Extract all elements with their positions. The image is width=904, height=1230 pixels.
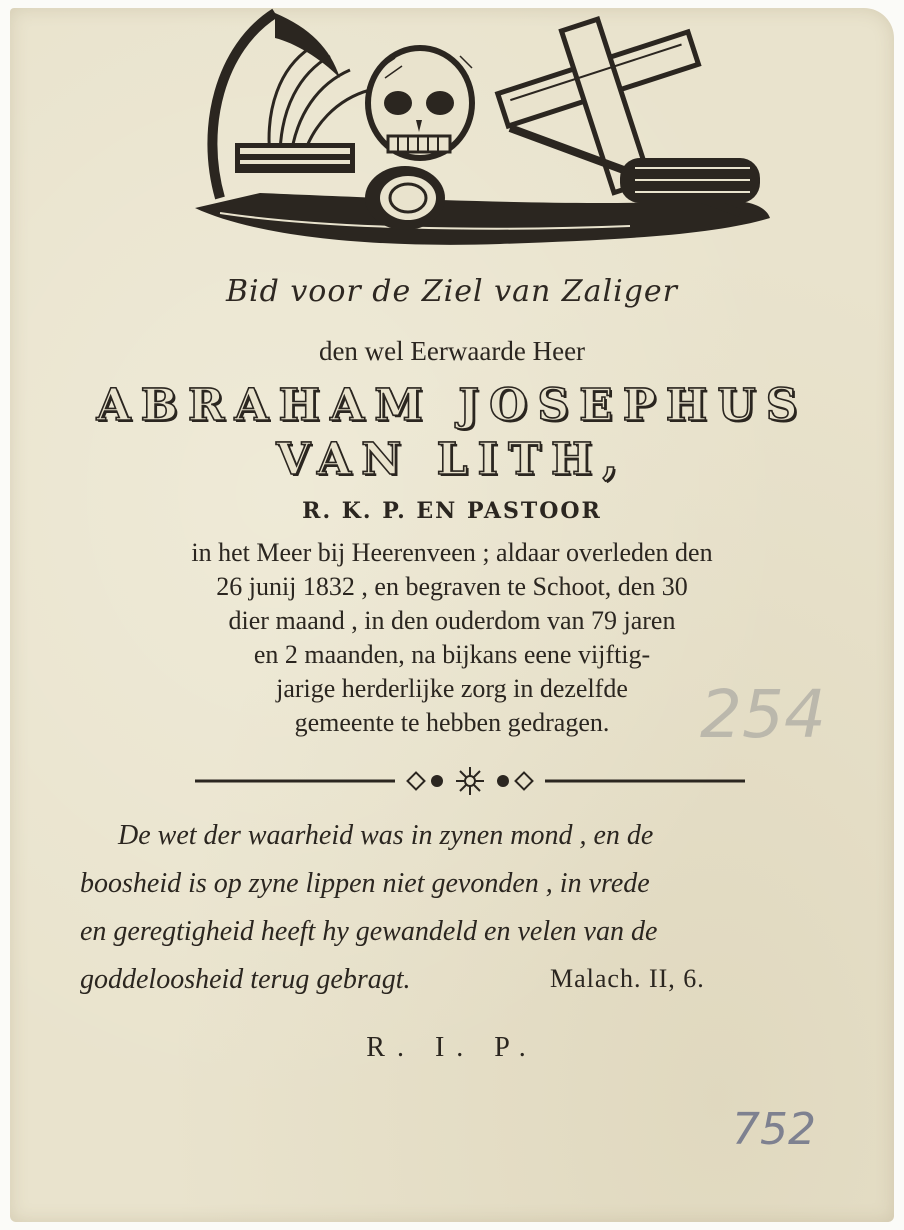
ink-catalog-number: 752 <box>732 1104 816 1155</box>
rip-closing: R. I. P. <box>366 1032 538 1063</box>
biography-line: jarige herderlijke zorg in dezelfde <box>276 674 628 703</box>
scripture-quote-line: en geregtigheid heeft hy gewandeld en velen van de <box>80 916 658 947</box>
biography-line: gemeente te hebben gedragen. <box>294 708 610 737</box>
deceased-name-line-2: VAN LITH, <box>276 434 628 485</box>
scripture-quote-line: De wet der waarheid was in zynen mond , en de <box>118 820 654 851</box>
biography-line: 26 junij 1832 , en begraven te Schoot, den 30 <box>216 572 688 601</box>
pencil-catalog-number: 254 <box>700 676 826 753</box>
scripture-quote-line: goddeloosheid terug gebragt. <box>80 964 411 995</box>
memorial-card <box>10 8 894 1222</box>
biography-line: dier maand , in den ouderdom van 79 jaren <box>228 606 676 635</box>
prayer-line: Bid voor de Ziel van Zaliger <box>225 274 679 309</box>
memento-mori-engraving-icon <box>180 8 780 258</box>
ornamental-divider-icon <box>195 766 745 796</box>
scripture-quote-line: boosheid is op zyne lippen niet gevonden , in vrede <box>80 868 650 899</box>
scripture-reference: Malach. II, 6. <box>550 964 705 993</box>
clerical-title: R. K. P. EN PASTOOR <box>302 498 602 524</box>
deceased-name-line-1: ABRAHAM JOSEPHUS <box>96 380 808 431</box>
biography-line: in het Meer bij Heerenveen ; aldaar overleden den <box>191 538 713 567</box>
biography-line: en 2 maanden, na bijkans eene vijftig- <box>253 640 651 669</box>
honorific-line: den wel Eerwaarde Heer <box>318 336 586 366</box>
